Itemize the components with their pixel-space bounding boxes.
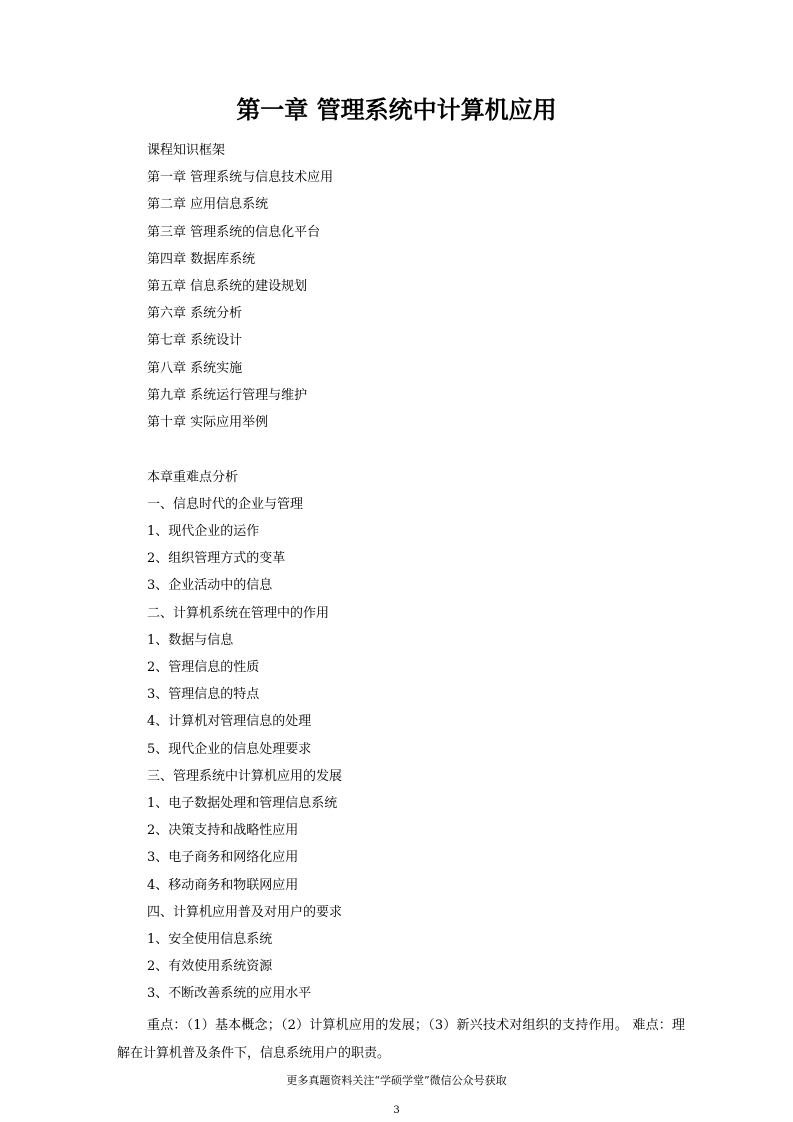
analysis-section-1: 一、信息时代的企业与管理 [147,497,304,512]
analysis-section-3: 三、管理系统中计算机应用的发展 [147,769,343,784]
framework-chapter-3: 第三章 管理系统的信息化平台 [147,225,321,240]
analysis-item: 1、现代企业的运作 [147,524,260,539]
framework-chapter-7: 第七章 系统设计 [147,333,243,348]
framework-chapter-6: 第六章 系统分析 [147,306,243,321]
page-number: 3 [393,1105,400,1116]
analysis-item: 2、组织管理方式的变革 [147,551,286,566]
analysis-item: 1、数据与信息 [147,633,234,648]
analysis-item: 2、管理信息的性质 [147,660,260,675]
analysis-item: 3、管理信息的特点 [147,687,260,702]
key-points-paragraph: 重点：（1）基本概念；（2）计算机应用的发展；（3）新兴技术对组织的支持作用。 难点：理解在计算机普及条件下，信息系统用户的职责。 [117,1018,685,1061]
analysis-item: 1、安全使用信息系统 [147,932,273,947]
framework-chapter-10: 第十章 实际应用举例 [147,415,269,430]
analysis-item: 4、移动商务和物联网应用 [147,878,299,893]
page-title: 第一章 管理系统中计算机应用 [236,96,557,124]
framework-chapter-9: 第九章 系统运行管理与维护 [147,388,308,403]
analysis-item: 4、计算机对管理信息的处理 [147,714,312,729]
analysis-item: 3、企业活动中的信息 [147,578,273,593]
analysis-section-2: 二、计算机系统在管理中的作用 [147,606,330,621]
framework-chapter-4: 第四章 数据库系统 [147,252,256,267]
framework-chapter-5: 第五章 信息系统的建设规划 [147,279,308,294]
analysis-item: 3、电子商务和网络化应用 [147,850,299,865]
framework-heading: 课程知识框架 [147,143,226,158]
framework-chapter-8: 第八章 系统实施 [147,361,243,376]
framework-chapter-1: 第一章 管理系统与信息技术应用 [147,170,334,185]
analysis-item: 3、不断改善系统的应用水平 [147,986,312,1001]
analysis-item: 2、有效使用系统资源 [147,959,273,974]
framework-chapter-2: 第二章 应用信息系统 [147,197,269,212]
analysis-section-4: 四、计算机应用普及对用户的要求 [147,905,343,920]
analysis-item: 2、决策支持和战略性应用 [147,823,299,838]
footer-note: 更多真题资料关注“学硕学堂”微信公众号获取 [286,1074,507,1087]
analysis-item: 1、电子数据处理和管理信息系统 [147,796,338,811]
analysis-heading: 本章重难点分析 [147,470,239,485]
analysis-item: 5、现代企业的信息处理要求 [147,742,312,757]
